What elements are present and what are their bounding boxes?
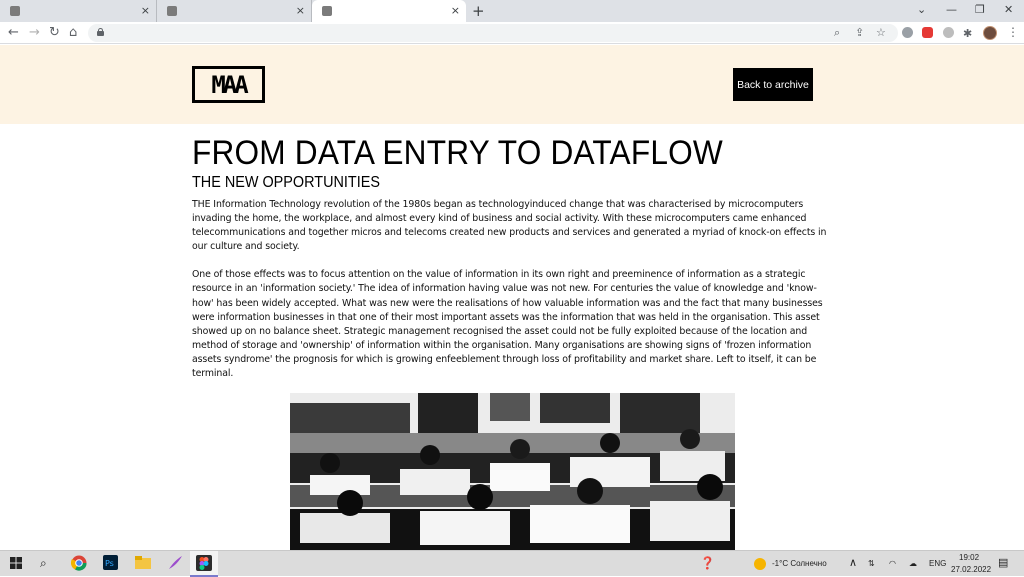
extension-icon[interactable] bbox=[922, 27, 933, 38]
clock-time[interactable]: 19:02 bbox=[959, 553, 980, 562]
extensions-puzzle-icon[interactable]: ✱ bbox=[963, 27, 973, 40]
browser-menu-icon[interactable]: ⋮ bbox=[1007, 25, 1019, 39]
restore-window-icon[interactable]: ❐ bbox=[975, 3, 985, 16]
help-icon[interactable]: ❓ bbox=[700, 556, 715, 570]
site-logo[interactable] bbox=[192, 66, 265, 103]
bookmark-star-icon[interactable]: ☆ bbox=[876, 26, 886, 39]
svg-text:Ps: Ps bbox=[105, 559, 114, 568]
forward-icon[interactable]: → bbox=[29, 25, 40, 40]
browser-tab-bar bbox=[0, 0, 1024, 22]
address-bar[interactable] bbox=[88, 24, 898, 42]
back-to-archive-button[interactable]: Back to archive bbox=[733, 68, 813, 101]
new-tab-button[interactable]: + bbox=[472, 2, 485, 20]
article-paragraph: THE Information Technology revolution of the 1980s began as technologyinduced change that was characterised by microcomputers invading the home, the workplace, and almost every kind of business and social activity. With these microcomputers came enhanced telecommunications and together micros and telecoms created new products and services and generated a myriad of knock-on effects in our culture and society. bbox=[192, 199, 827, 253]
weather-text[interactable]: -1°C Солнечно bbox=[772, 559, 827, 568]
tray-network-icon[interactable]: ⇅ bbox=[868, 559, 875, 568]
file-explorer-icon[interactable] bbox=[135, 555, 151, 570]
site-header bbox=[0, 45, 1024, 124]
article-photo bbox=[290, 393, 735, 550]
chrome-icon[interactable] bbox=[71, 555, 87, 571]
browser-tab[interactable] bbox=[0, 0, 157, 22]
browser-tab[interactable] bbox=[157, 0, 312, 22]
search-icon[interactable]: ⌕ bbox=[40, 556, 47, 570]
article-paragraph: One of those effects was to focus attention on the value of information in its own right and preeminence of information as a strategic resource in an 'information society.' The idea of information having value was not new. For centuries the value of knowledge and 'know-how' has been widely accepted. What was new were the realisations of how valuable information was and the fact that many businesses were information businesses in that one of their most important assets was the information that was held in the organisation. This asset showed up on no balance sheet. Strategic management recognised the asset could not be fully exploited because of the location and method of storage and 'ownership' of information within the organisation. Many organisations are showing signs of 'frozen information assets syndrome' the prognosis for which is growing enfeeblement through loss of profitability and market share. Left to itself, it can be terminal. bbox=[192, 269, 823, 380]
page-favicon-icon bbox=[10, 6, 20, 16]
figma-icon bbox=[196, 555, 212, 571]
cloud-icon[interactable]: ☁ bbox=[909, 559, 917, 568]
close-tab-icon[interactable]: × bbox=[450, 4, 460, 17]
office-photo-illustration bbox=[290, 393, 735, 550]
notifications-icon[interactable]: ▤ bbox=[998, 557, 1009, 569]
close-tab-icon[interactable]: × bbox=[295, 4, 305, 17]
article bbox=[192, 124, 832, 381]
reload-icon[interactable]: ↻ bbox=[49, 25, 60, 40]
close-window-icon[interactable]: ✕ bbox=[1004, 3, 1014, 16]
wifi-icon[interactable]: ◠ bbox=[889, 559, 896, 568]
zoom-icon[interactable]: ⌕ bbox=[834, 26, 841, 39]
photoshop-icon[interactable] bbox=[103, 555, 118, 570]
weather-sun-icon[interactable] bbox=[754, 558, 766, 570]
browser-toolbar bbox=[0, 22, 1024, 44]
extension-icon[interactable] bbox=[902, 27, 913, 38]
close-tab-icon[interactable]: × bbox=[140, 4, 150, 17]
active-app-slot[interactable] bbox=[190, 551, 218, 577]
share-icon[interactable]: ⇪ bbox=[855, 26, 865, 39]
windows-start-icon[interactable] bbox=[10, 557, 22, 569]
lock-icon[interactable] bbox=[97, 28, 104, 35]
home-icon[interactable]: ⌂ bbox=[69, 25, 78, 40]
extension-icon[interactable] bbox=[943, 27, 954, 38]
windows-taskbar bbox=[0, 550, 1024, 576]
page-favicon-icon bbox=[167, 6, 177, 16]
browser-tab-active[interactable] bbox=[312, 0, 466, 22]
clock-date[interactable]: 27.02.2022 bbox=[951, 565, 992, 574]
profile-avatar[interactable] bbox=[983, 26, 997, 40]
article-subtitle: THE NEW OPPORTUNITIES bbox=[192, 174, 380, 191]
article-title: FROM DATA ENTRY TO DATAFLOW bbox=[192, 134, 723, 172]
page-favicon-icon bbox=[322, 6, 332, 16]
back-icon[interactable]: ← bbox=[8, 25, 19, 40]
tab-search-icon[interactable]: ⌄ bbox=[917, 3, 927, 16]
logo-text: MAA bbox=[211, 70, 246, 99]
minimize-window-icon[interactable]: — bbox=[946, 3, 957, 16]
language-indicator[interactable]: ENG bbox=[929, 559, 947, 568]
feather-app-icon[interactable] bbox=[167, 555, 183, 571]
tray-chevron-icon[interactable]: ∧ bbox=[849, 557, 858, 569]
